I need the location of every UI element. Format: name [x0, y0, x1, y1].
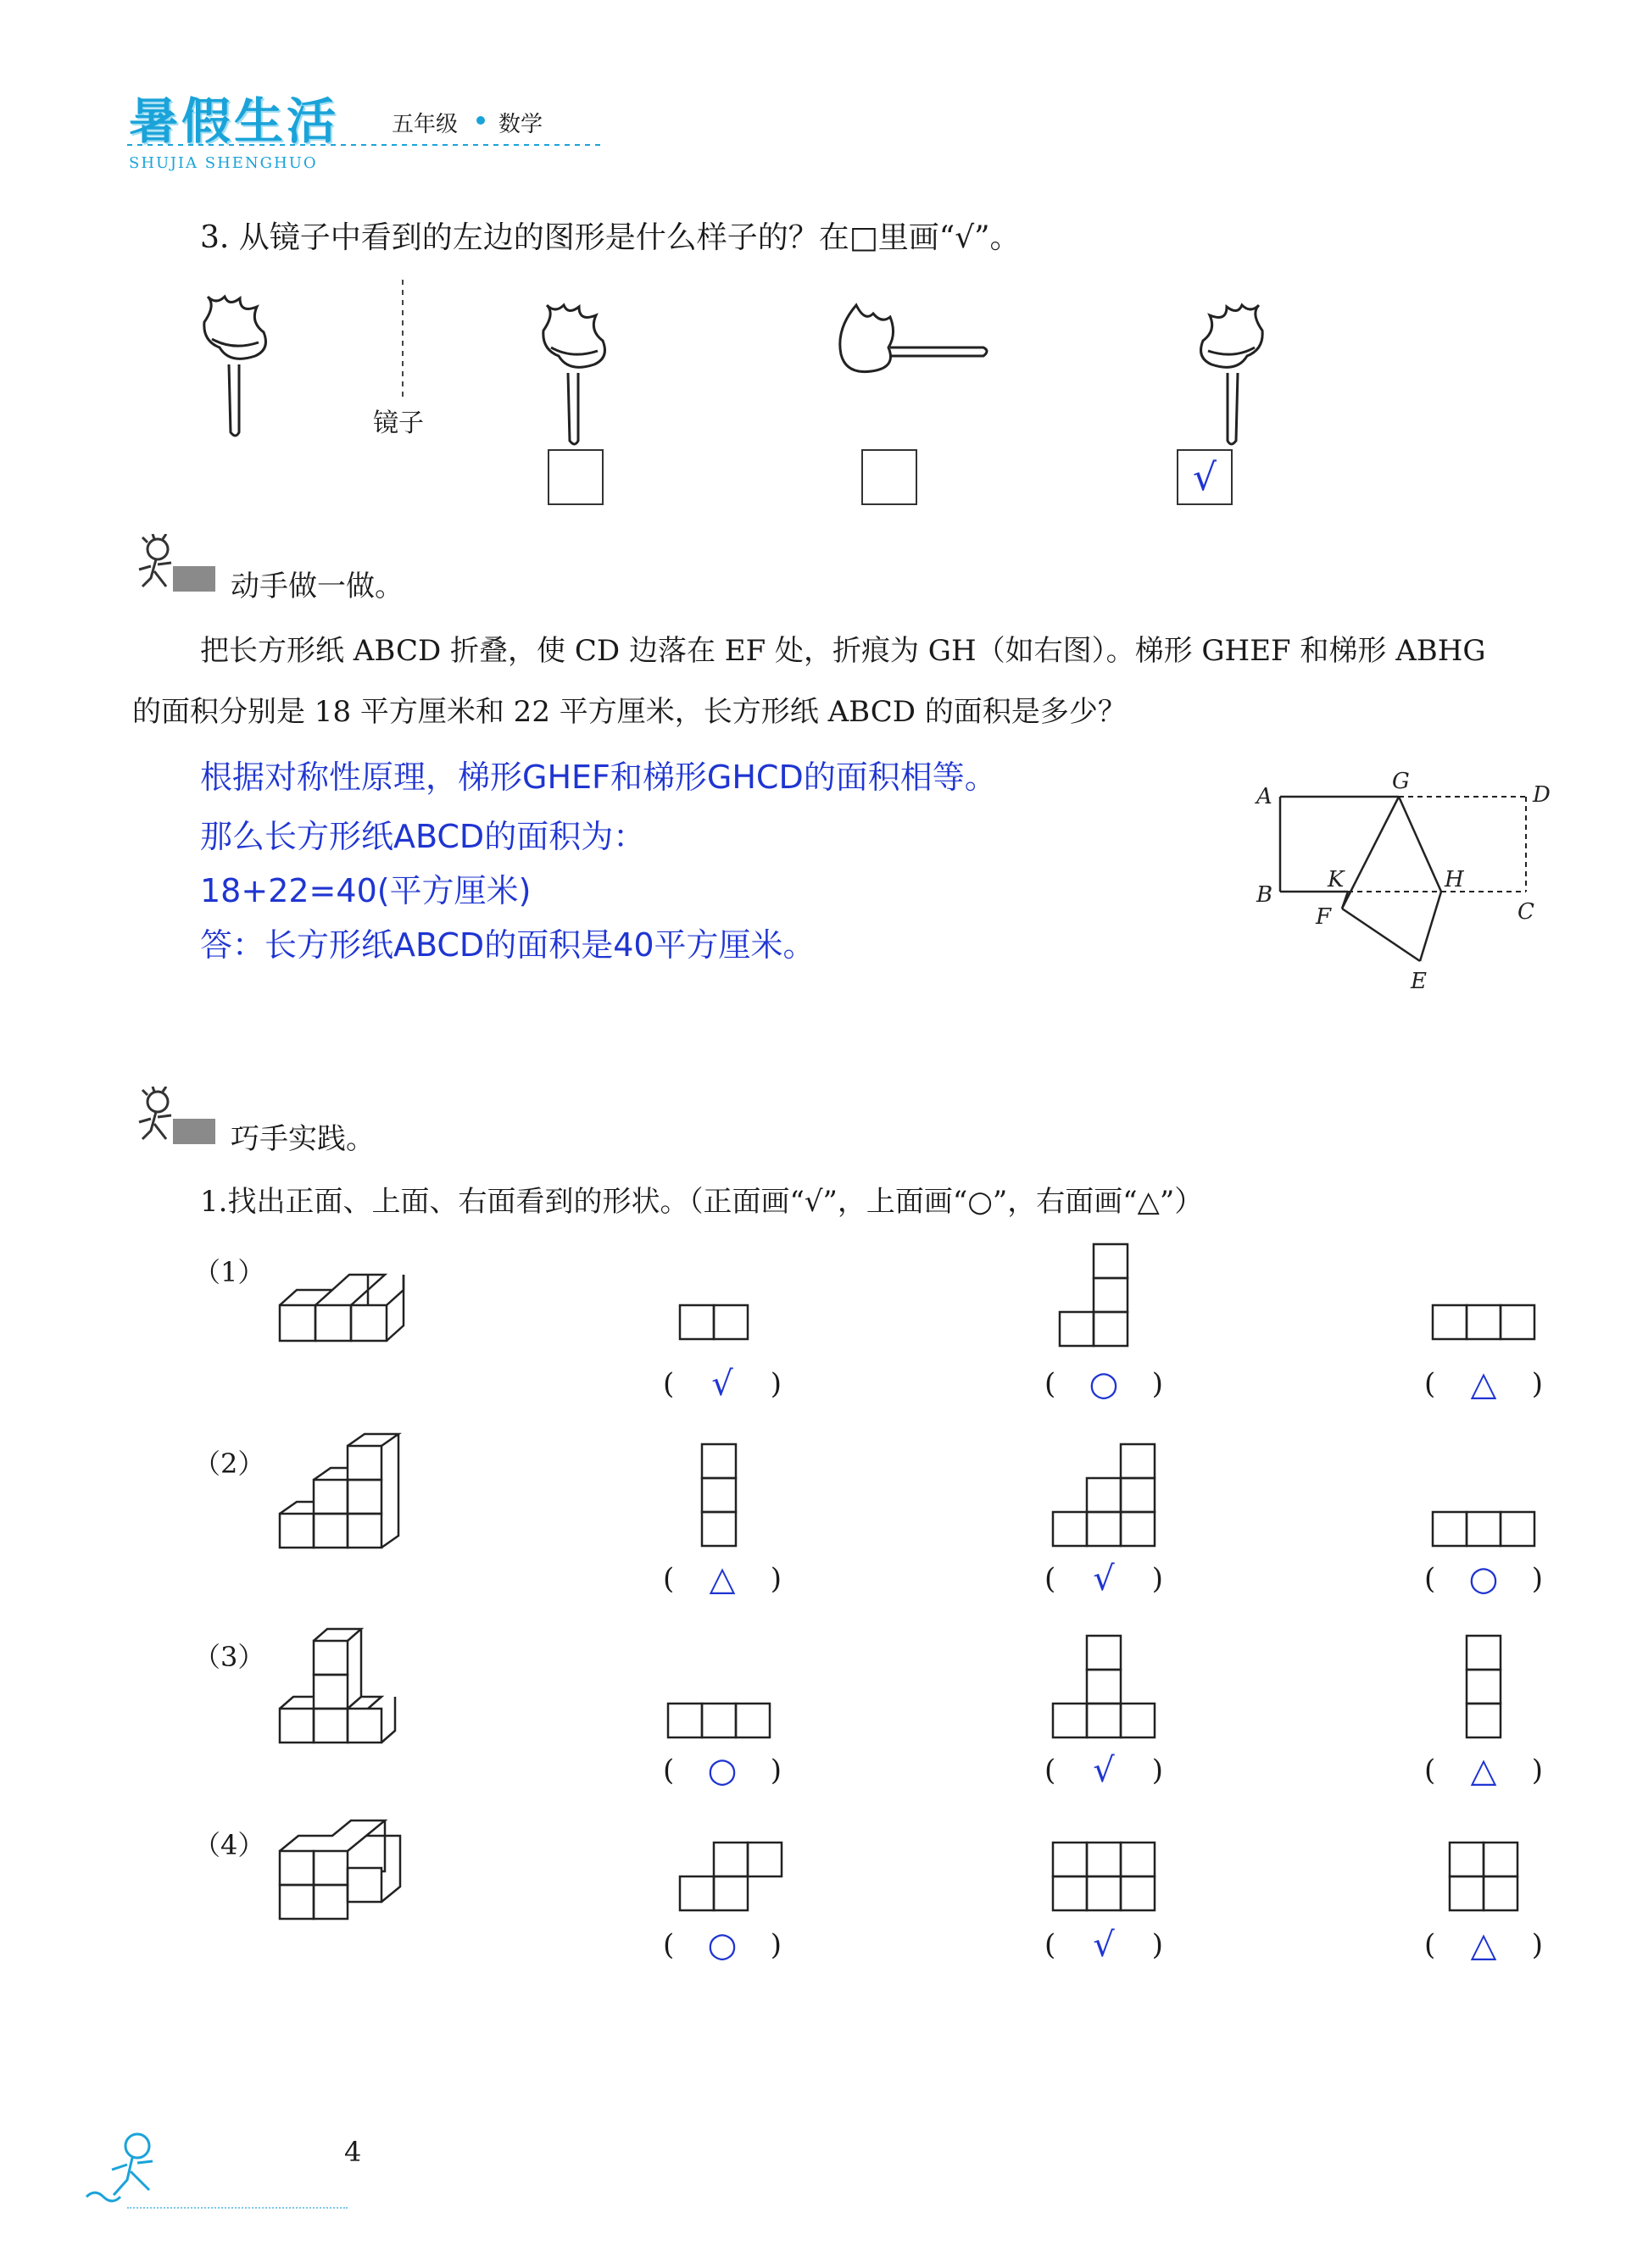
brand-pinyin: SHUJIA SHENGHUO	[129, 154, 318, 172]
mirror-figures	[187, 280, 1289, 449]
view-4b	[1051, 1841, 1156, 1912]
answer-box-2[interactable]	[861, 449, 917, 505]
grade-label: 五年级	[392, 112, 459, 137]
paren-close: )	[1531, 1754, 1543, 1787]
torch-original-figure	[204, 297, 266, 436]
paren-close: )	[1151, 1754, 1163, 1787]
practice-task-text: 1.找出正面、上面、右面看到的形状。（正面画“√”，上面画“○”，右面画“△”）	[200, 1185, 1204, 1219]
answer-line-1: 根据对称性原理，梯形GHEF和梯形GHCD的面积相等。	[200, 759, 997, 796]
solid-4	[271, 1809, 424, 1927]
answer-mark: △	[1470, 1751, 1497, 1790]
paren-2a[interactable]	[663, 1559, 782, 1598]
view-1a	[678, 1304, 749, 1341]
answer-mark: ○	[707, 1926, 738, 1965]
view-2c	[1431, 1510, 1536, 1548]
hands-on-line-2: 的面积分别是 18 平方厘米和 22 平方厘米，长方形纸 ABCD 的面积是多少？	[132, 695, 1127, 729]
answer-mark: △	[1470, 1926, 1497, 1965]
label-B: B	[1256, 882, 1273, 908]
paren-close: )	[770, 1367, 782, 1401]
torch-option-2	[840, 305, 987, 372]
mirror-question-text: 3. 从镜子中看到的左边的图形是什么样子的？在□里画“√”。	[200, 220, 1021, 255]
answer-box-3[interactable]: √	[1177, 449, 1233, 505]
paren-open: (	[1424, 1562, 1436, 1596]
paren-close: )	[1531, 1928, 1543, 1962]
label-D: D	[1533, 782, 1551, 808]
paren-4c[interactable]	[1424, 1926, 1543, 1965]
answer-line-4: 答：长方形纸ABCD的面积是40平方厘米。	[200, 926, 816, 964]
paren-close: )	[770, 1754, 782, 1787]
paren-2b[interactable]	[1044, 1559, 1163, 1598]
label-E: E	[1411, 969, 1427, 994]
answer-box-1[interactable]	[548, 449, 604, 505]
paren-open: (	[1424, 1928, 1436, 1962]
paren-3b[interactable]	[1044, 1751, 1163, 1790]
view-3a	[666, 1702, 771, 1739]
answer-mark: √	[1093, 1751, 1115, 1790]
answer-mark: √	[1093, 1926, 1115, 1965]
answer-line-3: 18+22=40(平方厘米)	[200, 872, 532, 909]
view-1c	[1431, 1304, 1536, 1341]
label-C: C	[1517, 899, 1534, 925]
view-2b	[1051, 1443, 1156, 1548]
hands-on-line-1: 把长方形纸 ABCD 折叠，使 CD 边落在 EF 处，折痕为 GH（如右图）。梯形 GHEF 和梯形 ABHG	[200, 634, 1486, 668]
paren-close: )	[1531, 1562, 1543, 1596]
answer-mark: △	[709, 1559, 736, 1598]
paren-3c[interactable]	[1424, 1751, 1543, 1790]
section-bar-1	[173, 566, 215, 592]
view-1b	[1058, 1242, 1129, 1348]
view-4c	[1448, 1841, 1519, 1912]
view-4a	[678, 1841, 783, 1912]
hands-on-title: 动手做一做。	[231, 570, 404, 603]
paren-1b[interactable]	[1044, 1365, 1163, 1404]
paren-close: )	[1151, 1367, 1163, 1401]
label-K: K	[1328, 867, 1345, 892]
label-H: H	[1445, 867, 1464, 892]
answer-mark: √	[1093, 1559, 1115, 1598]
paren-close: )	[1151, 1928, 1163, 1962]
paren-open: (	[1044, 1754, 1056, 1787]
section-bar-2	[173, 1119, 215, 1144]
paren-4b[interactable]	[1044, 1926, 1163, 1965]
answer-mark: ○	[1468, 1559, 1499, 1598]
paren-open: (	[663, 1367, 675, 1401]
label-G: G	[1392, 769, 1410, 794]
solid-2	[271, 1432, 407, 1559]
paren-open: (	[663, 1754, 675, 1787]
row-label-1: （1）	[193, 1256, 265, 1288]
subject-label: 数学	[498, 112, 543, 137]
paren-close: )	[770, 1928, 782, 1962]
solid-3	[271, 1624, 407, 1751]
row-label-4: （4）	[193, 1829, 265, 1861]
paren-close: )	[1151, 1562, 1163, 1596]
mirror-label: 镜子	[373, 409, 424, 438]
paren-open: (	[663, 1562, 675, 1596]
torch-option-3	[1201, 305, 1263, 444]
row-label-3: （3）	[193, 1641, 265, 1673]
answer-line-2: 那么长方形纸ABCD的面积为：	[200, 818, 646, 855]
footer-dotted-line	[127, 2207, 348, 2209]
paren-1c[interactable]	[1424, 1365, 1543, 1404]
torch-option-1	[543, 305, 605, 444]
answer-mark: √	[711, 1365, 733, 1404]
answer-mark: ○	[707, 1751, 738, 1790]
paren-open: (	[1044, 1367, 1056, 1401]
brand-logo-text: 暑假生活	[129, 92, 340, 150]
header-dotted-line	[127, 142, 602, 147]
paren-close: )	[770, 1562, 782, 1596]
answer-mark: ○	[1089, 1365, 1119, 1404]
header-dot	[476, 116, 485, 125]
paren-2c[interactable]	[1424, 1559, 1543, 1598]
label-A: A	[1256, 784, 1272, 809]
label-F: F	[1316, 904, 1332, 930]
paren-1a[interactable]	[663, 1365, 782, 1404]
row-label-2: （2）	[193, 1448, 265, 1480]
paren-open: (	[1424, 1754, 1436, 1787]
view-3c	[1465, 1634, 1502, 1739]
paren-open: (	[1044, 1928, 1056, 1962]
answer-mark: △	[1470, 1365, 1497, 1404]
solid-1	[271, 1263, 407, 1356]
page-number: 4	[344, 2136, 362, 2168]
footer-kid-icon	[78, 2127, 180, 2212]
fold-geometry-figure	[1246, 763, 1551, 1000]
paren-open: (	[1044, 1562, 1056, 1596]
view-3b	[1051, 1634, 1156, 1739]
view-2a	[700, 1443, 738, 1548]
paren-close: )	[1531, 1367, 1543, 1401]
paren-4a[interactable]	[663, 1926, 782, 1965]
practice-title: 巧手实践。	[231, 1122, 375, 1156]
paren-open: (	[1424, 1367, 1436, 1401]
paren-open: (	[663, 1928, 675, 1962]
paren-3a[interactable]	[663, 1751, 782, 1790]
